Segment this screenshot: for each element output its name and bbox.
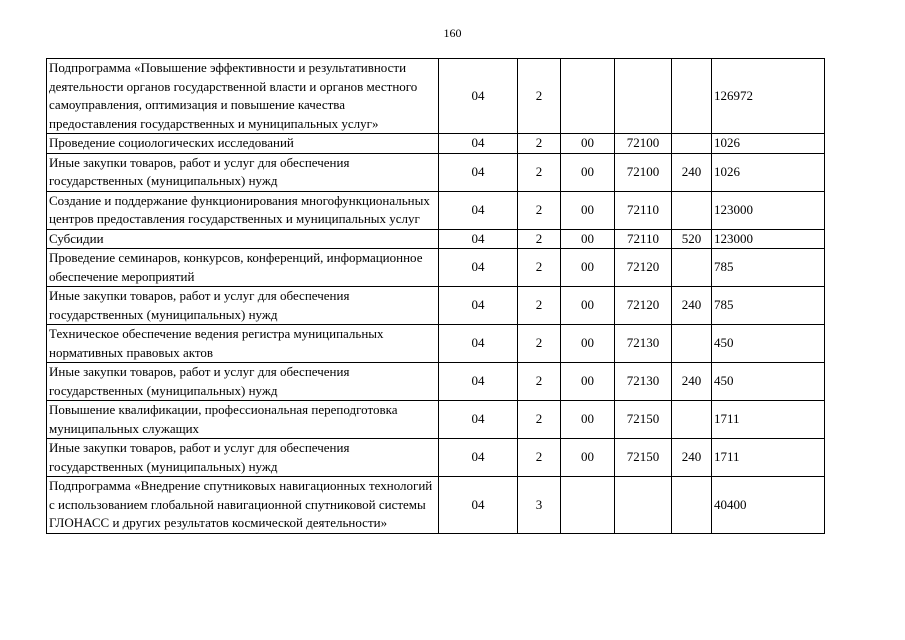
amount-cell: 40400 (712, 477, 825, 534)
amount-cell: 785 (712, 287, 825, 325)
amount-cell: 1711 (712, 401, 825, 439)
table-row (47, 363, 825, 401)
expense-type-cell: 520 (672, 229, 712, 249)
row-name-cell: Создание и поддержание функционирования многофункциональных центров предоставления государственных и муниципальных услуг (47, 191, 439, 229)
row-name-cell: Подпрограмма «Внедрение спутниковых навигационных технологий с использованием глобальной навигационной спутниковой системы ГЛОНАСС и других результатов космической деятельности» (47, 477, 439, 534)
subprogram-code-cell: 00 (561, 249, 615, 287)
target-article-cell: 72110 (615, 191, 672, 229)
expense-type-cell: 240 (672, 439, 712, 477)
target-article-cell: 72130 (615, 325, 672, 363)
section-cell: 04 (439, 287, 518, 325)
amount-cell: 1026 (712, 134, 825, 154)
expense-type-cell (672, 325, 712, 363)
expense-type-cell (672, 59, 712, 134)
target-article-cell: 72100 (615, 153, 672, 191)
row-name-cell: Подпрограмма «Повышение эффективности и результативности деятельности органов государственной власти и органов местного самоуправления, оптимизация и повышение качества предоставления государственных и муниципальных услуг» (47, 59, 439, 134)
program-cell: 2 (518, 325, 561, 363)
row-name-cell: Проведение семинаров, конкурсов, конференций, информационное обеспечение мероприятий (47, 249, 439, 287)
expense-type-cell (672, 134, 712, 154)
row-name-cell: Иные закупки товаров, работ и услуг для обеспечения государственных (муниципальных) нужд (47, 363, 439, 401)
subprogram-code-cell: 00 (561, 134, 615, 154)
target-article-cell: 72130 (615, 363, 672, 401)
program-cell: 2 (518, 439, 561, 477)
row-name-cell: Иные закупки товаров, работ и услуг для обеспечения государственных (муниципальных) нужд (47, 439, 439, 477)
subprogram-code-cell: 00 (561, 229, 615, 249)
program-cell: 2 (518, 363, 561, 401)
page-number: 160 (443, 26, 462, 40)
row-name-cell: Техническое обеспечение ведения регистра муниципальных нормативных правовых актов (47, 325, 439, 363)
amount-cell: 126972 (712, 59, 825, 134)
section-cell: 04 (439, 191, 518, 229)
subprogram-code-cell: 00 (561, 325, 615, 363)
section-cell: 04 (439, 477, 518, 534)
table-row (47, 249, 825, 287)
subprogram-code-cell: 00 (561, 191, 615, 229)
table-row (47, 439, 825, 477)
program-cell: 2 (518, 287, 561, 325)
target-article-cell: 72150 (615, 439, 672, 477)
table-row (47, 59, 825, 134)
amount-cell: 450 (712, 363, 825, 401)
subprogram-code-cell: 00 (561, 401, 615, 439)
amount-cell: 1711 (712, 439, 825, 477)
expense-type-cell: 240 (672, 287, 712, 325)
target-article-cell: 72120 (615, 287, 672, 325)
row-name-cell: Субсидии (47, 229, 439, 249)
amount-cell: 123000 (712, 191, 825, 229)
section-cell: 04 (439, 439, 518, 477)
target-article-cell: 72110 (615, 229, 672, 249)
row-name-cell: Повышение квалификации, профессиональная переподготовка муниципальных служащих (47, 401, 439, 439)
subprogram-code-cell: 00 (561, 153, 615, 191)
table-body (47, 59, 825, 534)
expense-type-cell (672, 401, 712, 439)
table-row (47, 153, 825, 191)
program-cell: 2 (518, 134, 561, 154)
target-article-cell (615, 477, 672, 534)
amount-cell: 450 (712, 325, 825, 363)
table-row (47, 287, 825, 325)
section-cell: 04 (439, 153, 518, 191)
target-article-cell: 72100 (615, 134, 672, 154)
program-cell: 2 (518, 229, 561, 249)
amount-cell: 1026 (712, 153, 825, 191)
section-cell: 04 (439, 325, 518, 363)
table-row (47, 477, 825, 534)
expense-type-cell (672, 191, 712, 229)
program-cell: 2 (518, 401, 561, 439)
program-cell: 2 (518, 59, 561, 134)
table-row (47, 325, 825, 363)
section-cell: 04 (439, 401, 518, 439)
subprogram-code-cell (561, 477, 615, 534)
target-article-cell (615, 59, 672, 134)
expense-type-cell (672, 249, 712, 287)
section-cell: 04 (439, 249, 518, 287)
table-row (47, 401, 825, 439)
subprogram-code-cell (561, 59, 615, 134)
row-name-cell: Иные закупки товаров, работ и услуг для обеспечения государственных (муниципальных) нужд (47, 153, 439, 191)
row-name-cell: Иные закупки товаров, работ и услуг для обеспечения государственных (муниципальных) нужд (47, 287, 439, 325)
subprogram-code-cell: 00 (561, 363, 615, 401)
table-row (47, 134, 825, 154)
amount-cell: 123000 (712, 229, 825, 249)
program-cell: 2 (518, 249, 561, 287)
expense-type-cell: 240 (672, 363, 712, 401)
target-article-cell: 72150 (615, 401, 672, 439)
subprogram-code-cell: 00 (561, 287, 615, 325)
expense-type-cell: 240 (672, 153, 712, 191)
amount-cell: 785 (712, 249, 825, 287)
table-row (47, 229, 825, 249)
target-article-cell: 72120 (615, 249, 672, 287)
row-name-cell: Проведение социологических исследований (47, 134, 439, 154)
program-cell: 2 (518, 153, 561, 191)
section-cell: 04 (439, 229, 518, 249)
section-cell: 04 (439, 134, 518, 154)
budget-table (46, 58, 825, 534)
section-cell: 04 (439, 59, 518, 134)
table-row (47, 191, 825, 229)
section-cell: 04 (439, 363, 518, 401)
expense-type-cell (672, 477, 712, 534)
program-cell: 2 (518, 191, 561, 229)
subprogram-code-cell: 00 (561, 439, 615, 477)
program-cell: 3 (518, 477, 561, 534)
